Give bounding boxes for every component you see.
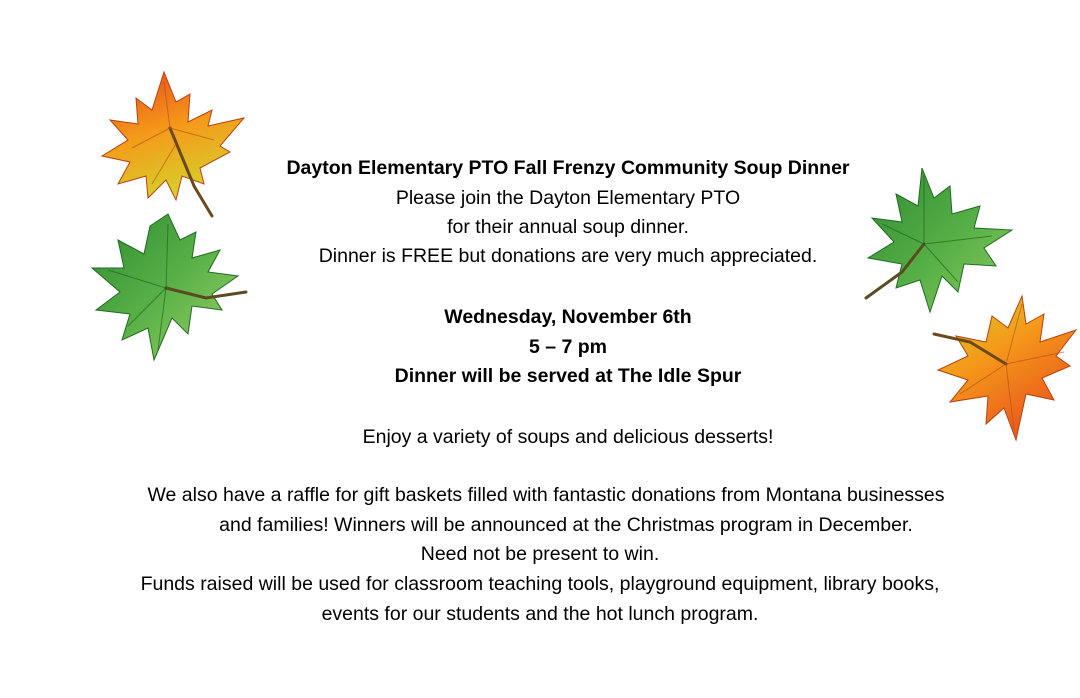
enjoy-line: Enjoy a variety of soups and delicious desserts! (362, 426, 774, 448)
intro-line-3: Dinner is FREE but donations are very much appreciated. (318, 245, 818, 267)
raffle-line-2: and families! Winners will be announced at the Christmas program in December. (219, 514, 913, 536)
intro-line-2: for their annual soup dinner. (447, 216, 689, 238)
funds-line-2: events for our students and the hot lunch program. (321, 603, 759, 625)
raffle-line-1: We also have a raffle for gift baskets filled with fantastic donations from Montana businesses (147, 484, 945, 506)
flyer-title: Dayton Elementary PTO Fall Frenzy Community Soup Dinner (286, 157, 850, 179)
orange-maple-leaf-bottom-right-icon (930, 292, 1080, 444)
event-date: Wednesday, November 6th (444, 306, 692, 328)
intro-line-1: Please join the Dayton Elementary PTO (395, 187, 741, 209)
funds-line-1: Funds raised will be used for classroom teaching tools, playground equipment, library books, (140, 573, 940, 595)
raffle-line-3: Need not be present to win. (420, 543, 660, 565)
event-location: Dinner will be served at The Idle Spur (394, 365, 742, 387)
event-time: 5 – 7 pm (528, 336, 608, 358)
